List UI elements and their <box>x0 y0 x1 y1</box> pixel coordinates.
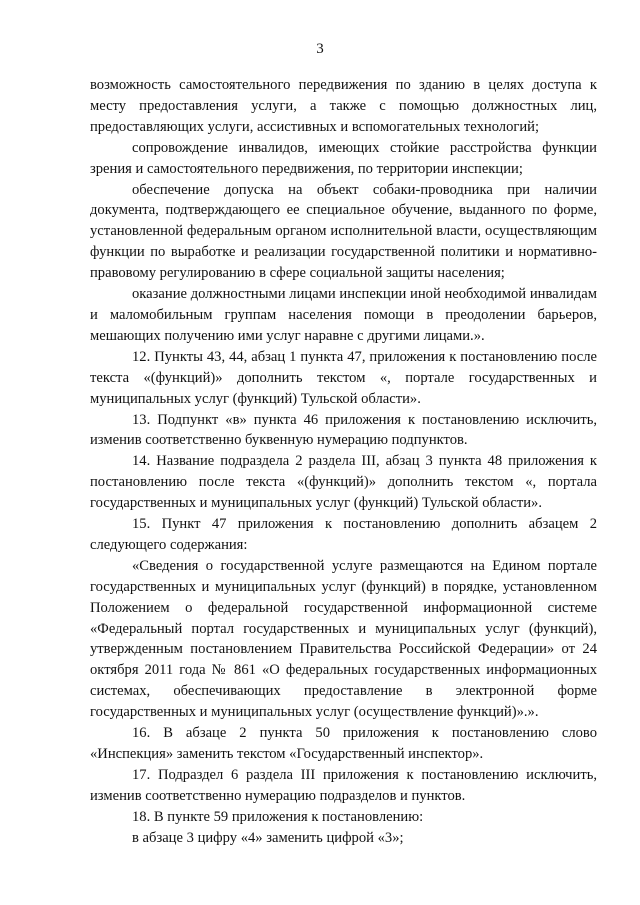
paragraph-continuation: возможность самостоятельного передвижения по зданию в целях доступа к месту предоставления услуги, а также с помощью должностных лиц, предоставляющих услуги, ассистивных и вспомогательных технологий; <box>90 77 597 135</box>
document-body <box>90 75 597 849</box>
paragraph-item-16: 16. В абзаце 2 пункта 50 приложения к постановлению слово «Инспекция» заменить текстом «Государственный инспектор». <box>90 725 597 762</box>
paragraph-escort-disabled: сопровождение инвалидов, имеющих стойкие расстройства функции зрения и самостоятельного передвижения, по территории инспекции; <box>90 139 597 177</box>
page-number: 3 <box>316 41 324 57</box>
paragraph-item-15: 15. Пункт 47 приложения к постановлению дополнить абзацем 2 следующего содержания: <box>90 516 597 553</box>
paragraph-item-17: 17. Подраздел 6 раздела III приложения к постановлению исключить, изменив соответственно нумерацию подразделов и пунктов. <box>90 766 597 804</box>
paragraph-item-13: 13. Подпункт «в» пункта 46 приложения к постановлению исключить, изменив соответственно буквенную нумерацию подпунктов. <box>90 411 597 449</box>
paragraph-item-14: 14. Название подраздела 2 раздела III, абзац 3 пункта 48 приложения к постановлению после текста «(функций)» дополнить текстом «, портала государственных и муниципальных услуг (функций) Тульской области». <box>90 453 597 512</box>
paragraph-item-18: 18. В пункте 59 приложения к постановлению: <box>132 808 424 825</box>
paragraph-assistance: оказание должностными лицами инспекции иной необходимой инвалидам и маломобильным группам населения помощи в преодолении барьеров, мешающих получению ими услуг наравне с другими лицами.». <box>90 286 597 344</box>
paragraph-item-12: 12. Пункты 43, 44, абзац 1 пункта 47, приложения к постановлению после текста «(функций)» дополнить текстом «, портале государственных и муниципальных услуг (функций) Тульской области». <box>90 348 597 407</box>
paragraph-item-15-quote: «Сведения о государственной услуге размещаются на Едином портале государственных и муниципальных услуг (функций) в порядке, установленном Положением о федеральной государственной информационной системе «Федеральный портал государственных и муниципальных услуг (функций), утвержденным постановлением Правительства Российской Федерации» от 24 октября 2011 года № 861 «О федеральных государственных информационных системах, обеспечивающих предоставление в электронной форме государственных и муниципальных услуг (осуществление функций)».». <box>90 557 597 721</box>
paragraph-item-18-sub: в абзаце 3 цифру «4» заменить цифрой «3»; <box>132 829 404 846</box>
paragraph-guide-dog-access: обеспечение допуска на объект собаки-проводника при наличии документа, подтверждающего ее специальное обучение, выданного по форме, установленной федеральным органом исполнительной власти, осуществляющим функции по выработке и реализации государственной политики и нормативно-правовому регулированию в сфере социальной защиты населения; <box>90 181 597 282</box>
